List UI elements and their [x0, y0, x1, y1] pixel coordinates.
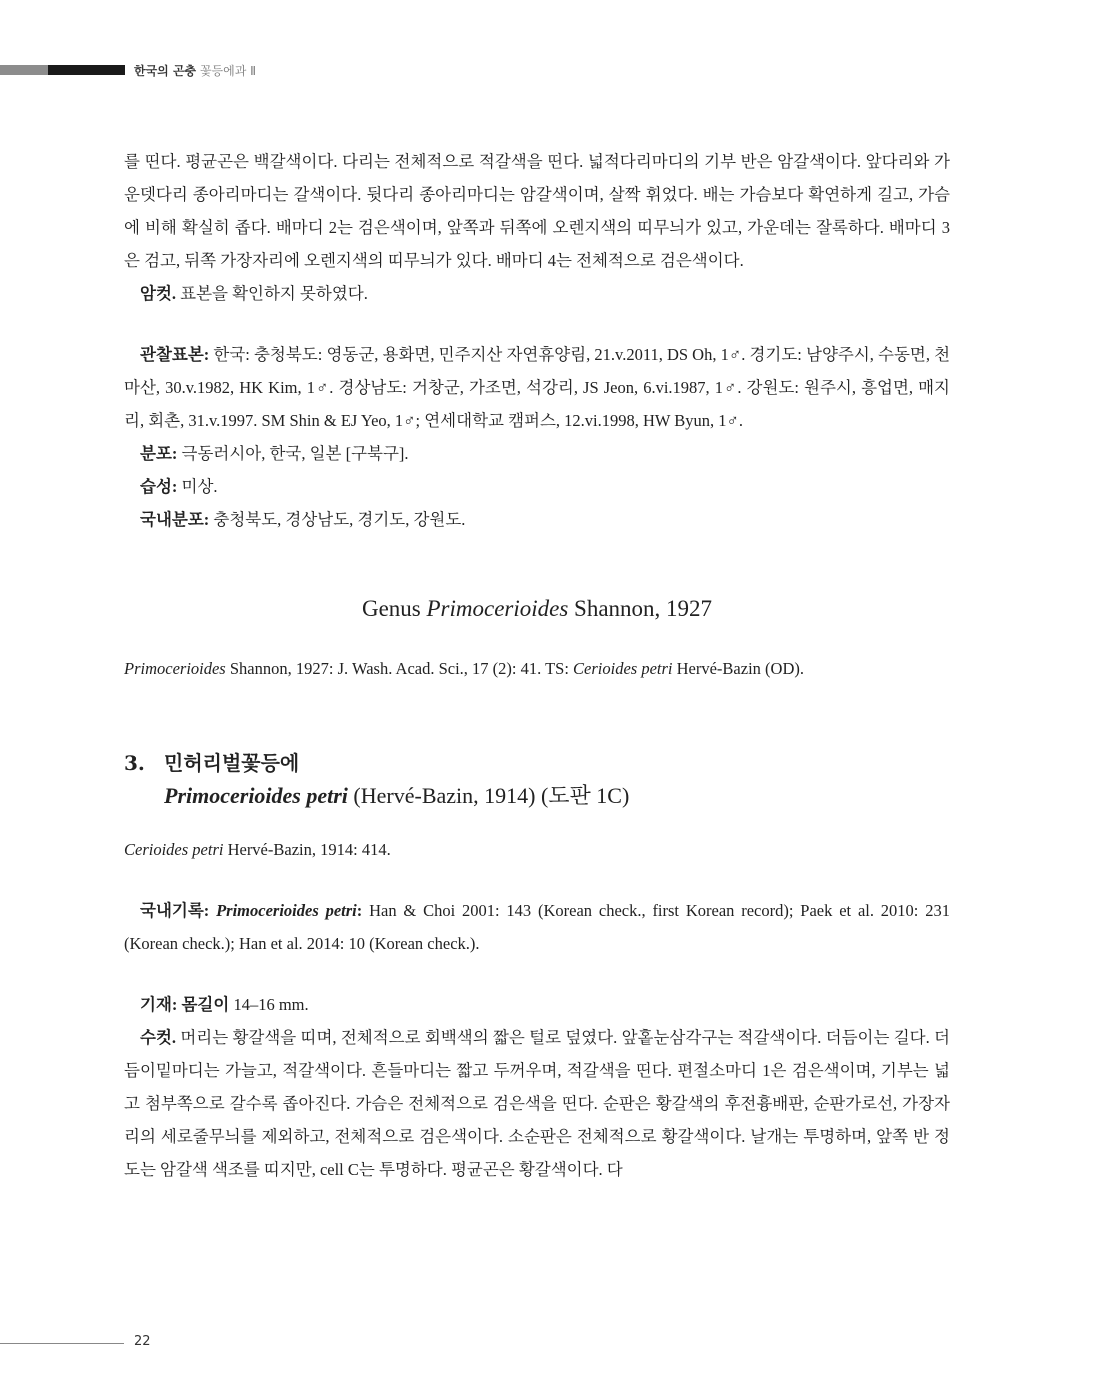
header-bar-gray	[0, 65, 48, 75]
description-length: 기재: 몸길이 14–16 mm.	[140, 995, 309, 1014]
female-label: 암컷.	[140, 284, 177, 303]
running-header	[134, 62, 256, 79]
genus-name: Primocerioides	[426, 596, 569, 621]
species-korean-name: 민허리벌꽃등에	[164, 751, 300, 775]
header-bar-black	[48, 65, 125, 75]
specimens-label: 관찰표본:	[140, 345, 210, 364]
synonym: Cerioides petri Hervé-Bazin, 1914: 414.	[124, 840, 391, 859]
species-scientific-line: Primocerioides petri (Hervé-Bazin, 1914) (도판 1C)	[164, 783, 630, 808]
male-description: 수컷. 머리는 황갈색을 띠며, 전체적으로 회백색의 짧은 털로 덮였다. 앞홑눈삼각구는 적갈색이다. 더듬이는 길다. 더듬이밑마디는 가늘고, 적갈색이다. 흔들마디는 짧고 두꺼우며, 적갈색을 띤다. 편절소마디 1은 검은색이며, 기부는 넓고 첨부쪽으로 갈수록 좁아진다. 가슴은 전체적으로 검은색을 띤다. 순판은 황갈색의 후전흉배판, 순판가로선, 가장자리의 세로줄무늬를 제외하고, 전체적으로 검은색이다. 소순판은 전체적으로 황갈색이다. 날개는 투명하며, 앞쪽 반 정도는 암갈색 색조를 띠지만, cell C는 투명하다. 평균곤은 황갈색이다. 다	[124, 1028, 950, 1179]
book-title-bold: 한국의 곤충	[134, 64, 197, 78]
species-scientific-name: Primocerioides petri	[164, 783, 348, 808]
footer-rule	[0, 1343, 124, 1344]
page-number: 22	[134, 1334, 151, 1349]
domestic-distribution: 국내분포: 충청북도, 경상남도, 경기도, 강원도.	[140, 510, 466, 529]
genus-reference: Primocerioides Shannon, 1927: J. Wash. Acad. Sci., 17 (2): 41. TS: Cerioides petri Hervé-Bazin (OD).	[124, 659, 804, 678]
distribution: 분포: 극동러시아, 한국, 일본 [구북구].	[140, 444, 409, 463]
female-note: 암컷. 표본을 확인하지 못하였다.	[140, 284, 368, 303]
male-label: 수컷.	[140, 1028, 177, 1047]
domestic-records: 국내기록: Primocerioides petri: Han & Choi 2001: 143 (Korean check., first Korean record); Paek et al. 2010: 231 (Korean check.); Han et al. 2014: 10 (Korean check.).	[124, 901, 950, 953]
description-continued: 를 띤다. 평균곤은 백갈색이다. 다리는 전체적으로 적갈색을 띤다. 넓적다리마디의 기부 반은 암갈색이다. 앞다리와 가운뎃다리 종아리마디는 갈색이다. 뒷다리 종아리마디는 암갈색이며, 살짝 휘었다. 배는 가슴보다 확연하게 길고, 가슴에 비해 확실히 좁다. 배마디 2는 검은색이며, 앞쪽과 뒤쪽에 오렌지색의 띠무늬가 있고, 가운데는 잘록하다. 배마디 3은 검고, 뒤쪽 가장자리에 오렌지색의 띠무늬가 있다. 배마디 4는 전체적으로 검은색이다.	[124, 152, 950, 270]
habit: 습성: 미상.	[140, 477, 218, 496]
book-title-rest: 꽃등에과 Ⅱ	[199, 64, 257, 78]
genus-heading: Genus Primocerioides Shannon, 1927	[361, 596, 713, 621]
species-heading: 3. 민허리벌꽃등에	[124, 751, 300, 775]
specimens-examined: 관찰표본: 한국: 충청북도: 영동군, 용화면, 민주지산 자연휴양림, 21.v.2011, DS Oh, 1♂. 경기도: 남양주시, 수동면, 천마산, 30.v.1982, HK Kim, 1♂. 경상남도: 거창군, 가조면, 석강리, JS Jeon, 6.vi.1987, 1♂. 강원도: 원주시, 흥업면, 매지리, 회촌, 31.v.1997. SM Shin & EJ Yeo, 1♂; 연세대학교 캠퍼스, 12.vi.1998, HW Byun, 1♂.	[124, 345, 951, 430]
page-content	[124, 145, 950, 1186]
